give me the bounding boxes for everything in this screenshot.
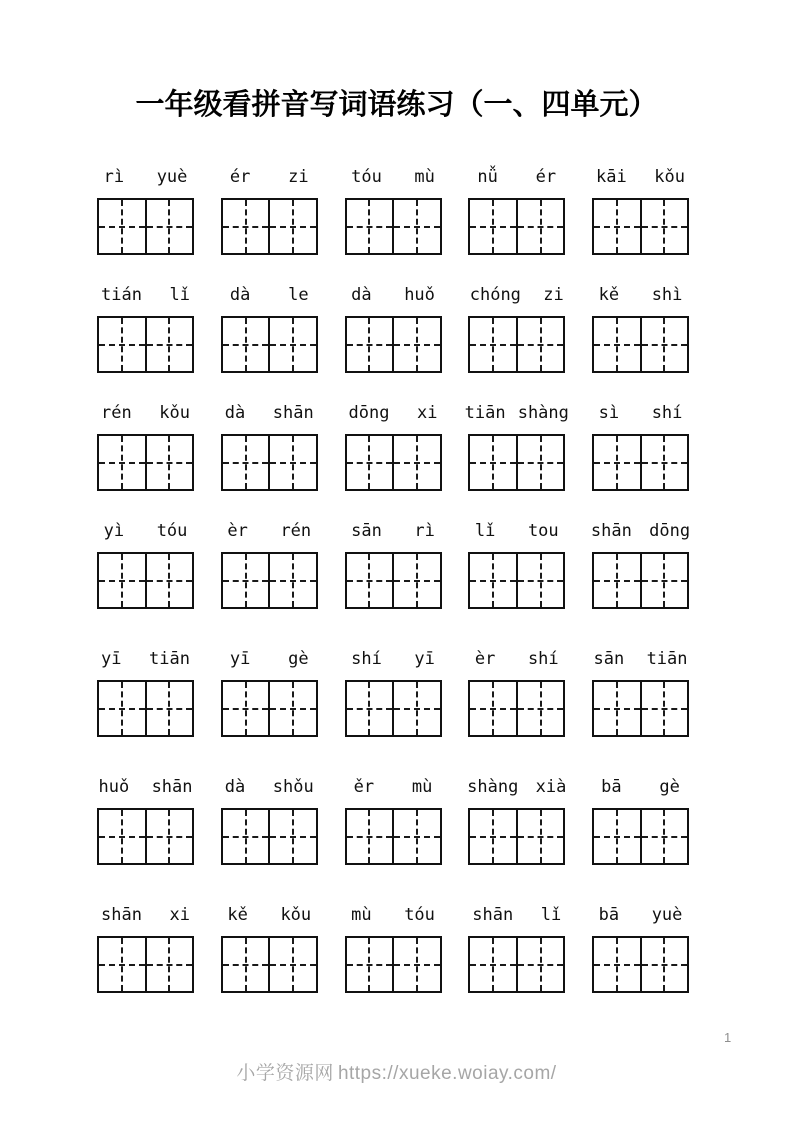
pinyin-syllable: xi [416, 403, 438, 423]
pinyin-label [211, 770, 327, 796]
pinyin-label [211, 396, 327, 422]
pinyin-syllable: shí [351, 649, 382, 669]
pinyin-syllable: shí [651, 403, 683, 423]
character-cell [223, 554, 269, 607]
character-cell [640, 810, 688, 863]
pinyin-label [211, 898, 327, 924]
pinyin-label [87, 396, 203, 422]
pinyin-word-block [221, 160, 318, 255]
pinyin-word-block [468, 770, 565, 865]
pinyin-label [87, 160, 203, 186]
footer-url: https://xueke.woiay.com/ [337, 1063, 557, 1084]
writing-grid [97, 434, 194, 491]
writing-grid [468, 808, 565, 865]
pinyin-syllable: shàng [517, 403, 569, 423]
character-cell [145, 318, 193, 371]
pinyin-syllable: dà [229, 285, 251, 305]
pinyin-label [335, 160, 451, 186]
character-cell [470, 810, 516, 863]
pinyin-word-block [592, 160, 689, 255]
pinyin-syllable: lǐ [540, 905, 562, 925]
character-cell [516, 554, 564, 607]
writing-grid [592, 316, 689, 373]
pinyin-syllable: ér [535, 167, 557, 187]
character-cell [347, 318, 393, 371]
pinyin-syllable: chóng [469, 285, 521, 305]
pinyin-label [582, 770, 698, 796]
pinyin-syllable: yuè [156, 167, 188, 187]
character-cell [594, 938, 640, 991]
pinyin-label [335, 396, 451, 422]
character-cell [145, 436, 193, 489]
pinyin-word-block [97, 160, 194, 255]
pinyin-syllable: kě [227, 905, 248, 925]
writing-grid [468, 936, 565, 993]
pinyin-label [335, 514, 451, 540]
pinyin-label [582, 642, 698, 668]
character-cell [145, 200, 193, 253]
character-cell [223, 938, 269, 991]
writing-grid [97, 680, 194, 737]
worksheet-content [97, 160, 689, 1026]
pinyin-label [87, 642, 203, 668]
character-cell [594, 200, 640, 253]
character-cell [268, 200, 316, 253]
character-cell [99, 436, 145, 489]
character-cell [268, 938, 316, 991]
character-cell [516, 436, 564, 489]
pinyin-syllable: sān [593, 649, 625, 669]
character-cell [223, 436, 269, 489]
character-cell [347, 810, 393, 863]
character-cell [392, 318, 440, 371]
pinyin-label [87, 514, 203, 540]
writing-grid [221, 434, 318, 491]
pinyin-syllable: xià [535, 777, 567, 797]
character-cell [470, 200, 516, 253]
character-cell [594, 682, 640, 735]
pinyin-word-block [468, 898, 565, 993]
pinyin-syllable: shān [272, 403, 314, 423]
character-cell [470, 318, 516, 371]
character-cell [392, 682, 440, 735]
pinyin-syllable: dōng [649, 521, 691, 541]
pinyin-word-block [221, 770, 318, 865]
character-cell [640, 200, 688, 253]
pinyin-word-block [97, 278, 194, 373]
pinyin-syllable: ěr [353, 777, 375, 797]
character-cell [516, 682, 564, 735]
pinyin-syllable: kě [598, 285, 620, 305]
word-row [97, 514, 689, 609]
character-cell [99, 810, 145, 863]
pinyin-syllable: zi [543, 285, 564, 305]
word-row [97, 278, 689, 373]
pinyin-label [211, 278, 327, 304]
character-cell [145, 810, 193, 863]
pinyin-syllable: rì [103, 167, 125, 187]
character-cell [99, 682, 145, 735]
pinyin-label [582, 396, 698, 422]
character-cell [516, 810, 564, 863]
pinyin-syllable: tóu [156, 521, 188, 541]
pinyin-word-block [592, 396, 689, 491]
character-cell [268, 436, 316, 489]
pinyin-syllable: nǚ [477, 167, 498, 187]
pinyin-label [335, 278, 451, 304]
pinyin-syllable: tóu [404, 905, 435, 925]
pinyin-syllable: bā [601, 777, 622, 797]
pinyin-syllable: gè [659, 777, 680, 797]
writing-grid [592, 198, 689, 255]
pinyin-syllable: gè [288, 649, 309, 669]
pinyin-label [459, 160, 575, 186]
pinyin-syllable: kāi [596, 167, 627, 187]
word-row [97, 898, 689, 993]
pinyin-word-block [592, 898, 689, 993]
pinyin-label [459, 642, 575, 668]
pinyin-word-block [97, 898, 194, 993]
character-cell [223, 318, 269, 371]
character-cell [516, 200, 564, 253]
character-cell [392, 200, 440, 253]
writing-grid [97, 808, 194, 865]
pinyin-syllable: dōng [348, 403, 390, 423]
pinyin-word-block [345, 278, 442, 373]
pinyin-syllable: tián [101, 285, 142, 305]
pinyin-syllable: tiān [646, 649, 688, 669]
character-cell [145, 938, 193, 991]
pinyin-syllable: ér [229, 167, 251, 187]
character-cell [392, 938, 440, 991]
page-number: 1 [724, 1030, 732, 1045]
pinyin-word-block [468, 642, 565, 737]
character-cell [99, 200, 145, 253]
pinyin-syllable: mù [411, 777, 433, 797]
writing-grid [468, 198, 565, 255]
character-cell [145, 682, 193, 735]
pinyin-word-block [592, 278, 689, 373]
character-cell [99, 938, 145, 991]
character-cell [516, 938, 564, 991]
character-cell [223, 200, 269, 253]
pinyin-syllable: rén [101, 403, 132, 423]
pinyin-label [87, 278, 203, 304]
pinyin-syllable: rì [414, 521, 435, 541]
writing-grid [592, 680, 689, 737]
character-cell [640, 938, 688, 991]
pinyin-label [459, 278, 575, 304]
writing-grid [97, 552, 194, 609]
pinyin-syllable: mù [414, 167, 435, 187]
pinyin-word-block [592, 770, 689, 865]
writing-grid [592, 552, 689, 609]
pinyin-label [459, 396, 575, 422]
pinyin-word-block [221, 642, 318, 737]
writing-grid [345, 434, 442, 491]
character-cell [268, 810, 316, 863]
character-cell [594, 554, 640, 607]
pinyin-label [335, 898, 451, 924]
character-cell [347, 682, 393, 735]
writing-grid [345, 198, 442, 255]
pinyin-syllable: yī [414, 649, 435, 669]
pinyin-syllable: èr [227, 521, 248, 541]
writing-grid [468, 680, 565, 737]
writing-grid [221, 316, 318, 373]
character-cell [99, 554, 145, 607]
pinyin-label [87, 770, 203, 796]
character-cell [516, 318, 564, 371]
writing-grid [468, 316, 565, 373]
pinyin-syllable: dà [351, 285, 372, 305]
pinyin-syllable: shān [472, 905, 514, 925]
pinyin-syllable: kǒu [159, 403, 190, 423]
pinyin-syllable: shàng [467, 777, 519, 797]
pinyin-syllable: dà [224, 777, 246, 797]
pinyin-syllable: shǒu [272, 777, 314, 797]
character-cell [594, 318, 640, 371]
character-cell [640, 682, 688, 735]
writing-grid [97, 198, 194, 255]
pinyin-label [582, 160, 698, 186]
pinyin-word-block [464, 396, 569, 491]
character-cell [223, 682, 269, 735]
pinyin-word-block [97, 514, 194, 609]
pinyin-label [459, 514, 575, 540]
pinyin-syllable: xi [169, 905, 190, 925]
pinyin-syllable: yuè [651, 905, 683, 925]
writing-grid [97, 936, 194, 993]
character-cell [347, 436, 393, 489]
word-row [97, 396, 689, 491]
pinyin-syllable: yì [103, 521, 125, 541]
pinyin-syllable: kǒu [654, 167, 685, 187]
pinyin-syllable: shān [590, 521, 632, 541]
character-cell [268, 554, 316, 607]
pinyin-word-block [592, 642, 689, 737]
pinyin-label [459, 898, 575, 924]
pinyin-word-block [345, 396, 442, 491]
writing-grid [345, 680, 442, 737]
pinyin-word-block [345, 160, 442, 255]
pinyin-label [335, 642, 451, 668]
writing-grid [345, 316, 442, 373]
character-cell [268, 682, 316, 735]
character-cell [470, 554, 516, 607]
word-row [97, 642, 689, 737]
pinyin-syllable: shì [651, 285, 683, 305]
writing-grid [345, 808, 442, 865]
character-cell [470, 436, 516, 489]
character-cell [392, 554, 440, 607]
character-cell [594, 810, 640, 863]
writing-grid [221, 936, 318, 993]
pinyin-word-block [468, 514, 565, 609]
character-cell [470, 682, 516, 735]
pinyin-syllable: sān [351, 521, 382, 541]
pinyin-label [459, 770, 575, 796]
writing-grid [345, 552, 442, 609]
word-row [97, 770, 689, 865]
writing-grid [468, 434, 565, 491]
pinyin-syllable: lǐ [169, 285, 190, 305]
pinyin-word-block [468, 160, 565, 255]
pinyin-syllable: shí [527, 649, 559, 669]
pinyin-word-block [345, 898, 442, 993]
writing-grid [221, 198, 318, 255]
pinyin-syllable: zi [288, 167, 309, 187]
pinyin-syllable: tiān [149, 649, 190, 669]
pinyin-label [87, 898, 203, 924]
character-cell [640, 436, 688, 489]
pinyin-label [582, 514, 698, 540]
character-cell [99, 318, 145, 371]
pinyin-label [211, 514, 327, 540]
writing-grid [221, 552, 318, 609]
character-cell [640, 554, 688, 607]
character-cell [347, 200, 393, 253]
pinyin-word-block [345, 642, 442, 737]
pinyin-syllable: le [288, 285, 309, 305]
character-cell [470, 938, 516, 991]
character-cell [347, 554, 393, 607]
pinyin-syllable: yī [229, 649, 251, 669]
pinyin-syllable: rén [280, 521, 312, 541]
footer-site-name: 小学资源网 [236, 1063, 334, 1084]
pinyin-syllable: huǒ [98, 777, 130, 797]
pinyin-syllable: tóu [351, 167, 382, 187]
pinyin-word-block [468, 278, 565, 373]
character-cell [594, 436, 640, 489]
pinyin-syllable: bā [598, 905, 620, 925]
writing-grid [592, 434, 689, 491]
writing-grid [97, 316, 194, 373]
writing-grid [468, 552, 565, 609]
pinyin-syllable: shān [151, 777, 193, 797]
pinyin-label [335, 770, 451, 796]
character-cell [223, 810, 269, 863]
pinyin-word-block [345, 514, 442, 609]
pinyin-syllable: tiān [464, 403, 506, 423]
page-title: 一年级看拼音写词语练习（一、四单元） [135, 89, 658, 121]
word-row [97, 160, 689, 255]
pinyin-label [582, 278, 698, 304]
pinyin-word-block [221, 396, 318, 491]
character-cell [268, 318, 316, 371]
pinyin-word-block [345, 770, 442, 865]
character-cell [145, 554, 193, 607]
writing-grid [592, 936, 689, 993]
pinyin-word-block [221, 514, 318, 609]
pinyin-syllable: dà [224, 403, 246, 423]
character-cell [392, 436, 440, 489]
character-cell [640, 318, 688, 371]
pinyin-syllable: tou [527, 521, 559, 541]
writing-grid [221, 680, 318, 737]
pinyin-syllable: shān [101, 905, 142, 925]
writing-grid [345, 936, 442, 993]
pinyin-word-block [221, 898, 318, 993]
pinyin-syllable: yī [101, 649, 122, 669]
pinyin-word-block [97, 396, 194, 491]
pinyin-word-block [592, 514, 689, 609]
writing-grid [221, 808, 318, 865]
character-cell [347, 938, 393, 991]
pinyin-syllable: lǐ [474, 521, 496, 541]
pinyin-label [211, 160, 327, 186]
character-cell [392, 810, 440, 863]
pinyin-label [211, 642, 327, 668]
pinyin-word-block [97, 770, 194, 865]
writing-grid [592, 808, 689, 865]
pinyin-syllable: huǒ [404, 285, 435, 305]
pinyin-syllable: sì [598, 403, 620, 423]
pinyin-syllable: èr [474, 649, 496, 669]
pinyin-word-block [97, 642, 194, 737]
pinyin-label [582, 898, 698, 924]
footer [0, 1058, 793, 1085]
pinyin-word-block [221, 278, 318, 373]
pinyin-syllable: kǒu [280, 905, 312, 925]
pinyin-syllable: mù [351, 905, 372, 925]
